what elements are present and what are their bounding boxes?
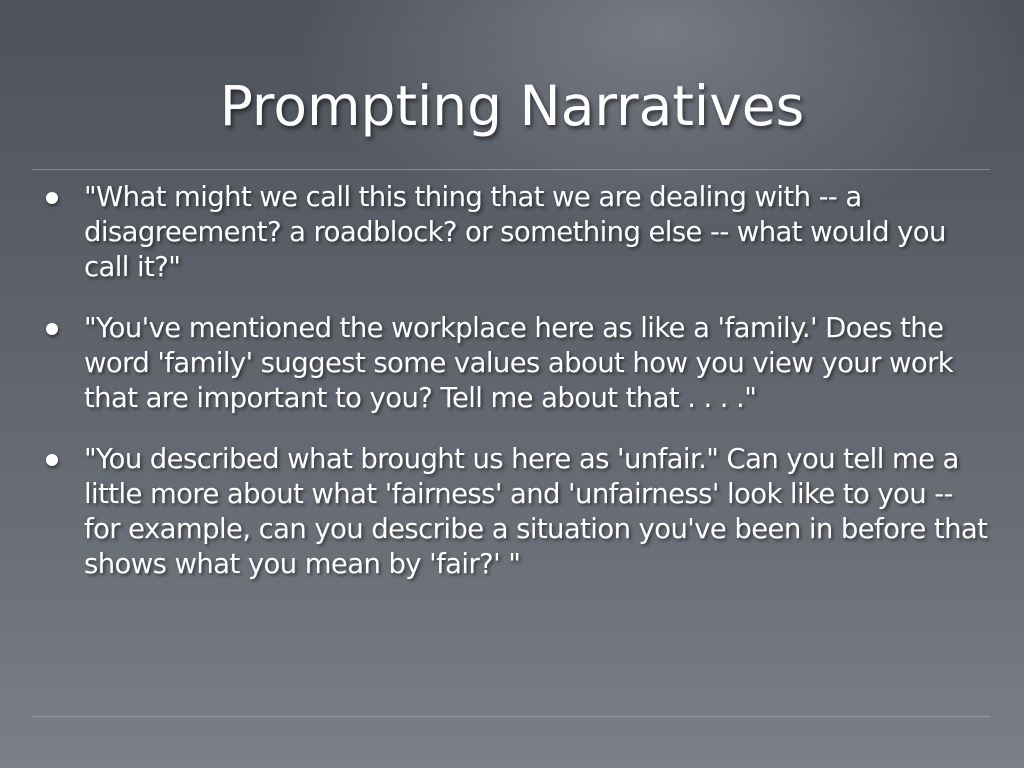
title-divider <box>32 169 990 170</box>
bullet-list <box>40 180 990 608</box>
bullet-item <box>40 311 990 416</box>
bullet-item <box>40 180 990 285</box>
bullet-text: "What might we call this thing that we are dealing with -- a disagreement? a roadblock? or something else -- what would you call it?" <box>84 181 946 283</box>
slide-title: Prompting Narratives <box>219 74 805 138</box>
bullet-text: "You've mentioned the workplace here as like a 'family.' Does the word 'family' suggest some values about how you view your work that are important to you? Tell me about that . . . ." <box>84 312 954 414</box>
bullet-dot-icon <box>46 192 58 204</box>
bullet-item <box>40 442 990 582</box>
bullet-dot-icon <box>46 454 58 466</box>
footer-divider <box>32 716 990 717</box>
bullet-text: "You described what brought us here as 'unfair." Can you tell me a little more about what 'fairness' and 'unfairness' look like to you -- for example, can you describe a situation you've been in before that shows what you mean by 'fair?' " <box>84 443 988 580</box>
bullet-dot-icon <box>46 323 58 335</box>
